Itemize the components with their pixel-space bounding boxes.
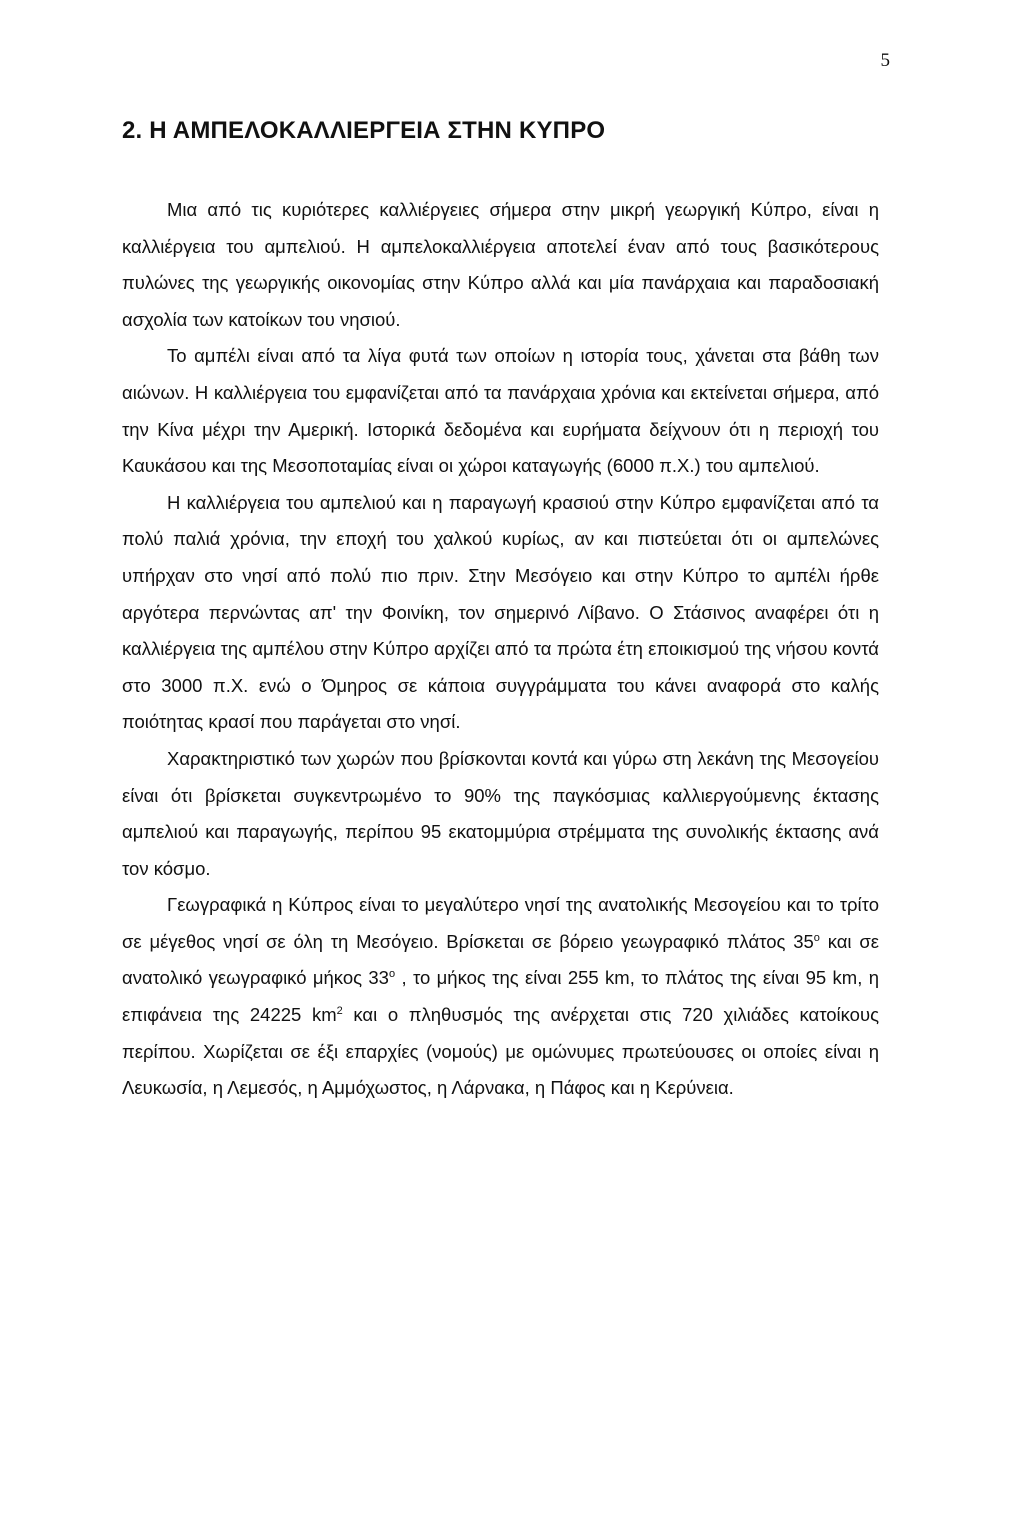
paragraph-mediterranean: Χαρακτηριστικό των χωρών που βρίσκονται κοντά και γύρω στη λεκάνη της Μεσογείου είναι ότι βρίσκεται συγκεντρωμένο το 90% της παγκόσμιας καλλιεργούμενης έκτασης αμπελιού και παραγωγής, περίπου 95 εκατομμύρια στρέμματα της συνολικής έκτασης ανά τον κόσμο.: [122, 747, 879, 879]
paragraph-geography: [122, 887, 879, 1107]
page-number: 5: [880, 50, 890, 71]
geography-text-4: και ο πληθυσμός της ανέρχεται στις 720 χιλιάδες κατοίκους περίπου. Χωρίζεται σε έξι επαρχίες (νομούς) με ομώνυμες πρωτεύουσες οι οποίες είναι η Λευκωσία, η Λεμεσός, η Αμμόχωστος, η Λάρνακα, η Πάφος και η Κερύνεια.: [122, 1004, 880, 1099]
geography-text-1: Γεωγραφικά η Κύπρος είναι το μεγαλύτερο νησί της ανατολικής Μεσογείου και το τρίτο σε μέγεθος νησί σε όλη τη Μεσόγειο. Βρίσκεται σε βόρειο γεωγραφικό πλάτος 35: [122, 894, 879, 952]
degree-superscript-1: ο: [813, 931, 820, 944]
geography-text-2: και σε ανατολικό γεωγραφικό μήκος 33: [122, 930, 879, 989]
degree-superscript-2: ο: [388, 968, 396, 981]
geography-text-3: , το μήκος της είναι 255 km, το πλάτος της είναι 95 km, η επιφάνεια της 24225 km: [122, 967, 879, 1026]
paragraph-history: Το αμπέλι είναι από τα λίγα φυτά των οποίων η ιστορία τους, χάνεται στα βάθη των αιώνων. Η καλλιέργεια του εμφανίζεται από τα πανάρχαια χρόνια και εκτείνεται σήμερα, από την Κίνα μέχρι την Αμερική. Ιστορικά δεδομένα και ευρήματα δείχνουν ότι η περιοχή του Καυκάσου και της Μεσοποταμίας είναι οι χώροι καταγωγής (6000 π.Χ.) του αμπελιού.: [122, 345, 879, 477]
body-text: [122, 192, 879, 1107]
section-title: 2. Η ΑΜΠΕΛΟΚΑΛΛΙΕΡΓΕΙΑ ΣΤΗΝ ΚΥΠΡΟ: [122, 117, 606, 144]
paragraph-cyprus-history: Η καλλιέργεια του αμπελιού και η παραγωγή κρασιού στην Κύπρο εμφανίζεται από τα πολύ παλιά χρόνια, την εποχή του χαλκού κυρίως, αν και πιστεύεται ότι οι αμπελώνες υπήρχαν στο νησί από πολύ πιο πριν. Στην Μεσόγειο και στην Κύπρο το αμπέλι ήρθε αργότερα περνώντας απ' την Φοινίκη, τον σημερινό Λίβανο. Ο Στάσινος αναφέρει ότι η καλλιέργεια της αμπέλου στην Κύπρο αρχίζει από τα πρώτα έτη εποικισμού της νήσου κοντά στο 3000 π.Χ. ενώ ο Όμηρος σε κάποια συγγράμματα του κάνει αναφορά στο καλής ποιότητας κρασί που παράγεται στο νησί.: [122, 491, 879, 733]
square-superscript: 2: [336, 1004, 343, 1017]
paragraph-intro: Μια από τις κυριότερες καλλιέργειες σήμερα στην μικρή γεωργική Κύπρο, είναι η καλλιέργεια του αμπελιού. Η αμπελοκαλλιέργεια αποτελεί έναν από τους βασικότερους πυλώνες της γεωργικής οικονομίας στην Κύπρο αλλά και μία πανάρχαια και παραδοσιακή ασχολία των κατοίκων του νησιού.: [122, 199, 879, 330]
